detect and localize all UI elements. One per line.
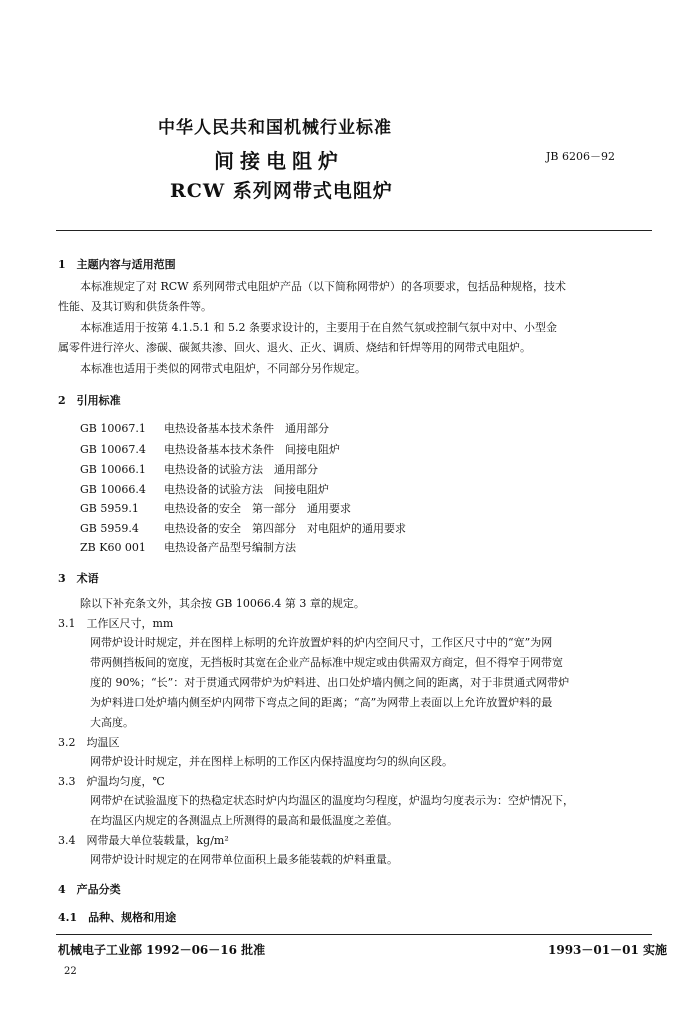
term-3-2-line-1: 网带炉设计时规定，并在图样上标明的工作区内保持温度均匀的纵向区段。 — [90, 755, 453, 768]
reference-code: GB 10067.1 — [80, 422, 146, 435]
reference-item — [80, 539, 296, 555]
section-1-paragraph-1-line-1: 本标准规定了对 RCW 系列网带式电阻炉产品（以下简称网带炉）的各项要求，包括品种规格，技术 — [80, 280, 566, 293]
reference-code: GB 5959.1 — [80, 502, 139, 515]
term-3-2-heading: 3.2 均温区 — [58, 736, 120, 749]
effective-date: 1993－01－01 实施 — [548, 943, 667, 957]
document-subtitle: RCW 系列网带式电阻炉 — [170, 180, 393, 202]
approval-statement: 机械电子工业部 1992－06－16 批准 — [58, 943, 266, 957]
subsection-4-1-heading: 4.1 品种、规格和用途 — [58, 911, 177, 924]
reference-title: 电热设备产品型号编制方法 — [164, 541, 296, 554]
term-3-3-line-1: 网带炉在试验温度下的热稳定状态时炉内均温区的温度均匀程度，炉温均匀度表示为：空炉情况下， — [90, 794, 574, 807]
term-3-1-heading: 3.1 工作区尺寸，mm — [58, 617, 174, 630]
section-4-heading: 4 产品分类 — [58, 883, 121, 896]
footer-divider — [56, 934, 652, 935]
reference-code: ZB K60 001 — [80, 541, 146, 554]
section-1-paragraph-3: 本标准也适用于类似的网带式电阻炉，不同部分另作规定。 — [80, 362, 366, 375]
reference-code: GB 5959.4 — [80, 522, 139, 535]
reference-title: 电热设备的试验方法 间接电阻炉 — [164, 483, 329, 496]
term-3-1-line-5: 大高度。 — [90, 716, 134, 729]
term-3-1-line-4: 为炉料进口处炉墙内侧至炉内网带下弯点之间的距离；“高”为网带上表面以上允许放置炉料的最 — [90, 696, 553, 709]
section-1-paragraph-1-line-2: 性能、及其订购和供货条件等。 — [58, 300, 212, 313]
term-3-1-line-2: 带两侧挡板间的宽度，无挡板时其宽在企业产品标准中规定或由供需双方商定，但不得窄于网带宽 — [90, 656, 563, 669]
page-number: 22 — [64, 966, 77, 977]
term-3-3-line-2: 在均温区内规定的各测温点上所测得的最高和最低温度之差值。 — [90, 814, 398, 827]
term-3-1-line-3: 度的 90%；“长”：对于贯通式网带炉为炉料进、出口处炉墙内侧之间的距离，对于非贯通式网带炉 — [90, 676, 570, 689]
document-title: 间接电阻炉 — [214, 149, 344, 173]
term-3-3-heading: 3.3 炉温均匀度，℃ — [58, 775, 165, 788]
reference-item — [80, 461, 318, 477]
term-3-1-line-1: 网带炉设计时规定，并在图样上标明的允许放置炉料的炉内空间尺寸，工作区尺寸中的“宽”为网 — [90, 636, 553, 649]
reference-title: 电热设备的安全 第一部分 通用要求 — [164, 502, 351, 515]
reference-code: GB 10066.1 — [80, 463, 146, 476]
standard-number: JB 6206－92 — [546, 150, 615, 163]
reference-item — [80, 420, 329, 436]
section-3-intro: 除以下补充条文外，其余按 GB 10066.4 第 3 章的规定。 — [80, 597, 365, 610]
section-2-heading: 2 引用标准 — [58, 394, 121, 407]
reference-item — [80, 520, 406, 536]
section-1-paragraph-2-line-2: 属零件进行淬火、渗碳、碳氮共渗、回火、退火、正火、调质、烧结和钎焊等用的网带式电阻炉。 — [58, 341, 531, 354]
reference-item — [80, 441, 340, 457]
section-1-heading: 1 主题内容与适用范围 — [58, 258, 176, 271]
reference-title: 电热设备的试验方法 通用部分 — [164, 463, 318, 476]
reference-item — [80, 481, 329, 497]
section-3-heading: 3 术语 — [58, 572, 99, 585]
reference-code: GB 10067.4 — [80, 443, 146, 456]
reference-code: GB 10066.4 — [80, 483, 146, 496]
term-3-4-heading: 3.4 网带最大单位装载量，kg/m² — [58, 834, 229, 847]
header-divider — [56, 230, 652, 231]
reference-title: 电热设备的安全 第四部分 对电阻炉的通用要求 — [164, 522, 406, 535]
reference-title: 电热设备基本技术条件 间接电阻炉 — [164, 443, 340, 456]
reference-item — [80, 500, 351, 516]
issuing-body-title: 中华人民共和国机械行业标准 — [158, 118, 392, 138]
reference-title: 电热设备基本技术条件 通用部分 — [164, 422, 329, 435]
section-1-paragraph-2-line-1: 本标准适用于按第 4.1.5.1 和 5.2 条要求设计的，主要用于在自然气氛或控制气氛中对中、小型金 — [80, 321, 557, 334]
term-3-4-line-1: 网带炉设计时规定的在网带单位面积上最多能装载的炉料重量。 — [90, 853, 398, 866]
